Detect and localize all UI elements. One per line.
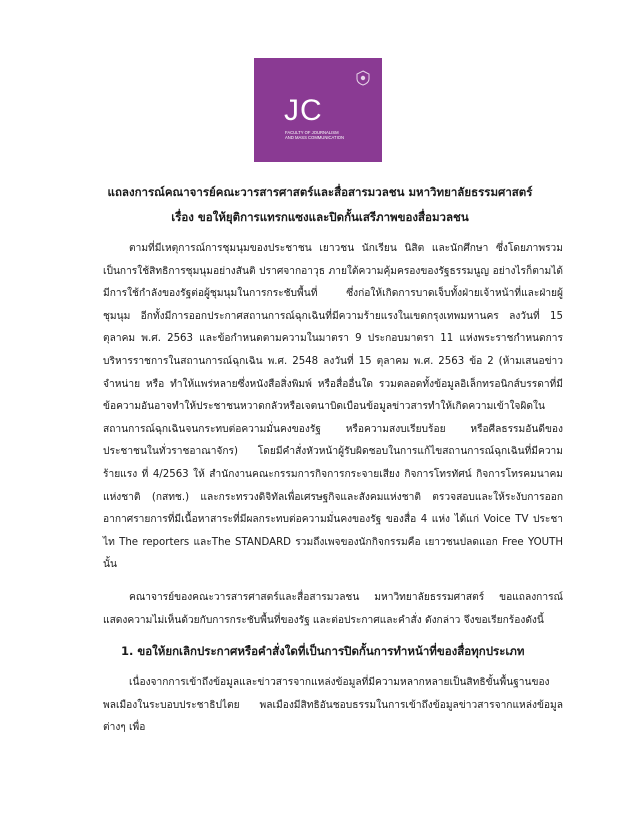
statement-body bbox=[103, 238, 563, 740]
university-seal-icon bbox=[356, 70, 370, 86]
body-paragraph: คณาจารย์ของคณะวารสารศาสตร์และสื่อสารมวลชน มหาวิทยาลัยธรรมศาสตร์ ขอแถลงการณ์แสดงความไม่เห็นด้วยกับการกระชับพื้นที่ของรัฐ และต่อประกาศและคำสั่ง ดังกล่าว จึงขอเรียกร้องดังนี้ bbox=[103, 591, 563, 626]
logo-subtitle: FACULTY OF JOURNALISM AND MASS COMMUNICATION bbox=[285, 130, 345, 140]
section-paragraph: เนื่องจากการเข้าถึงข้อมูลและข่าวสารจากแหล่งข้อมูลที่มีความหลากหลายเป็นสิทธิขั้นพื้นฐานของพลเมืองในระบอบประชาธิปไตย พลเมืองมีสิทธิอันชอบธรรมในการเข้าถึงข้อมูลข่าวสารจากแหล่งข้อมูลต่างๆ เพื่อ bbox=[103, 677, 563, 734]
statement-subject: เรื่อง ขอให้ยุติการแทรกแซงและปิดกั้นเสรีภาพของสื่อมวลชน bbox=[171, 210, 469, 224]
faculty-logo bbox=[254, 58, 382, 162]
logo-mark: JC bbox=[284, 94, 323, 127]
body-paragraph: ตามที่มีเหตุการณ์การชุมนุมของประชาชน เยาวชน นักเรียน นิสิต และนักศึกษา ซึ่งโดยภาพรวมเป็นการใช้สิทธิการชุมนุมอย่างสันติ ปราศจากอาวุธ ภายใต้ความคุ้มครองของรัฐธรรมนูญ อย่างไรก็ตามได้มีการใช้กำลังของรัฐต่อผู้ชุมนุมในการกระชับพื้นที่ ซึ่งก่อให้เกิดการบาดเจ็บทั้งฝ่ายเจ้าหน้าที่และฝ่ายผู้ชุมนุม อีกทั้งมีการออกประกาศสถานการณ์ฉุกเฉินที่มีความร้ายแรงในเขตกรุงเทพมหานคร ลงวันที่ 15 ตุลาคม พ.ศ. 2563 และข้อกำหนดตามความในมาตรา 9 ประกอบมาตรา 11 แห่งพระราชกำหนดการบริหารราชการในสถานการณ์ฉุกเฉิน พ.ศ. 2548 ลงวันที่ 15 ตุลาคม พ.ศ. 2563 ข้อ 2 (ห้ามเสนอข่าว จำหน่าย หรือ ทำให้แพร่หลายซึ่งหนังสือสิ่งพิมพ์ หรือสื่ออื่นใด รวมตลอดทั้งข้อมูลอิเล็กทรอนิกส์บรรดาที่มีข้อความอันอาจทำให้ประชาชนหวาดกลัวหรือเจตนาบิดเบือนข้อมูลข่าวสารทำให้เกิดความเข้าใจผิดในสถานการณ์ฉุกเฉินจนกระทบต่อความมั่นคงของรัฐ หรือความสงบเรียบร้อย หรือศีลธรรมอันดีของประชาชนในทั่วราชอาณาจักร) โดยมีคำสั่งหัวหน้าผู้รับผิดชอบในการแก้ไขสถานการณ์ฉุกเฉินที่มีความร้ายแรง ที่ 4/2563 ให้ สำนักงานคณะกรรมการกิจการกระจายเสียง กิจการโทรทัศน์ กิจการโทรคมนาคมแห่งชาติ (กสทช.) และกระทรวงดิจิทัลเพื่อเศรษฐกิจและสังคมแห่งชาติ ตรวจสอบและให้ระงับการออกอากาศรายการที่มีเนื้อหาสาระที่มีผลกระทบต่อความมั่นคงของรัฐ ของสื่อ 4 แห่ง ได้แก่ Voice TV ประชาไท The reporters และThe STANDARD รวมถึงเพจของนักกิจกรรมคือ เยาวชนปลดแอก Free YOUTH นั้น bbox=[103, 243, 563, 571]
statement-title: แถลงการณ์คณาจารย์คณะวารสารศาสตร์และสื่อสารมวลชน มหาวิทยาลัยธรรมศาสตร์ bbox=[107, 185, 533, 199]
section-heading: 1. ขอให้ยกเลิกประกาศหรือคำสั่งใดที่เป็นการปิดกั้นการทำหน้าที่ของสื่อทุกประเภท bbox=[121, 644, 525, 659]
